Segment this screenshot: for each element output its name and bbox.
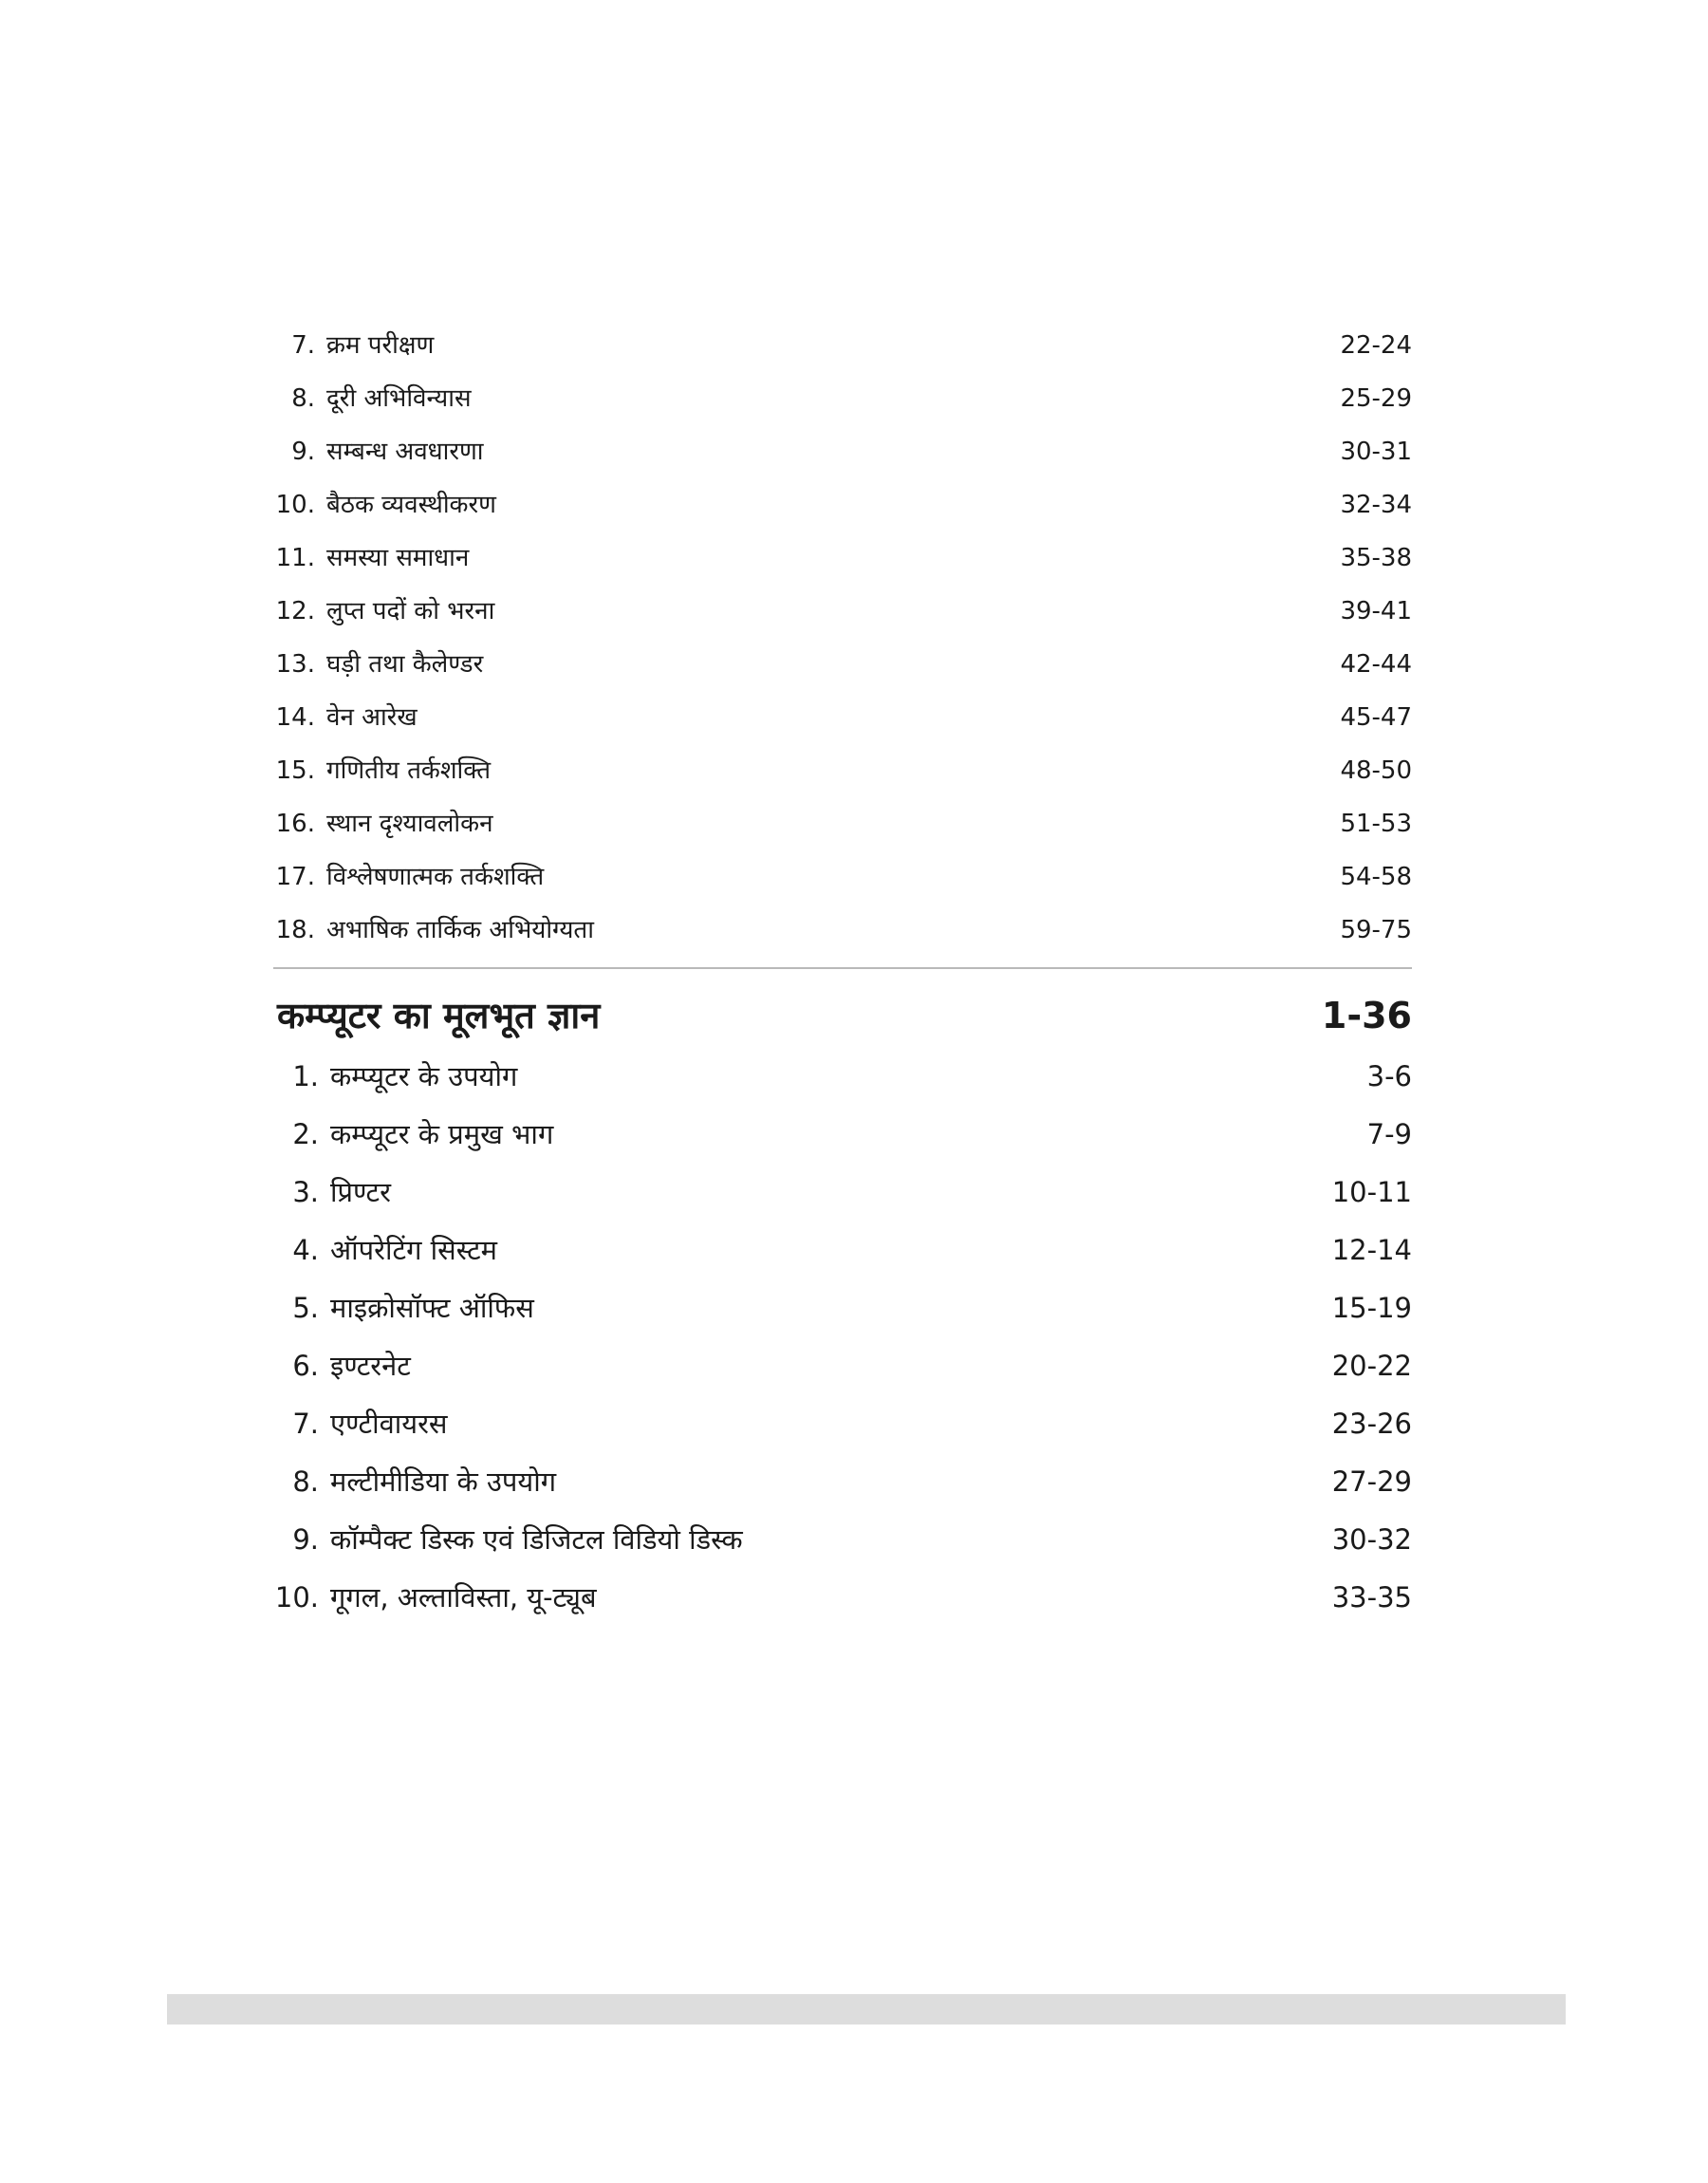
- entry-page-range: 7-9: [1366, 1118, 1412, 1150]
- entry-title: दूरी अभिविन्यास: [326, 384, 472, 413]
- footer-bar: [167, 1994, 1566, 2024]
- entry-number: 9.: [292, 1523, 319, 1556]
- entry-number: 6.: [292, 1350, 319, 1382]
- entry-number: 8.: [291, 384, 315, 413]
- entry-number: 3.: [292, 1176, 319, 1208]
- toc-entry[interactable]: [273, 1395, 1412, 1453]
- toc-list-reasoning: [273, 319, 1412, 957]
- entry-title: लुप्त पदों को भरना: [326, 597, 495, 625]
- toc-entry[interactable]: [273, 904, 1412, 957]
- entry-number: 16.: [275, 810, 315, 838]
- section-heading[interactable]: [277, 987, 1412, 1044]
- toc-entry[interactable]: [273, 1048, 1412, 1106]
- entry-page-range: 30-32: [1331, 1523, 1412, 1556]
- entry-page-range: 27-29: [1331, 1465, 1412, 1498]
- entry-title: प्रिण्टर: [330, 1176, 391, 1208]
- entry-number: 7.: [291, 331, 315, 360]
- entry-page-range: 22-24: [1340, 331, 1412, 360]
- entry-title: अभाषिक तार्किक अभियोग्यता: [326, 916, 594, 944]
- toc-entry[interactable]: [273, 638, 1412, 691]
- entry-page-range: 54-58: [1340, 863, 1412, 891]
- entry-page-range: 59-75: [1340, 916, 1412, 944]
- entry-number: 11.: [275, 544, 315, 572]
- toc-entry[interactable]: [273, 1569, 1412, 1627]
- section-page-range: 1-36: [1321, 995, 1412, 1036]
- toc-entry[interactable]: [273, 585, 1412, 638]
- entry-page-range: 3-6: [1366, 1060, 1412, 1092]
- entry-number: 15.: [275, 756, 315, 785]
- toc-entry[interactable]: [273, 797, 1412, 850]
- entry-title: माइक्रोसॉफ्ट ऑफिस: [330, 1292, 534, 1324]
- entry-number: 14.: [275, 703, 315, 732]
- toc-entry[interactable]: [273, 1511, 1412, 1569]
- entry-page-range: 48-50: [1340, 756, 1412, 785]
- toc-entry[interactable]: [273, 1453, 1412, 1511]
- entry-title: गणितीय तर्कशक्ति: [326, 756, 492, 785]
- entry-number: 8.: [292, 1465, 319, 1498]
- entry-title: विश्लेषणात्मक तर्कशक्ति: [326, 863, 545, 891]
- entry-page-range: 39-41: [1340, 597, 1412, 625]
- entry-title: क्रम परीक्षण: [326, 331, 435, 360]
- entry-page-range: 15-19: [1331, 1292, 1412, 1324]
- entry-page-range: 20-22: [1331, 1350, 1412, 1382]
- entry-number: 18.: [275, 916, 315, 944]
- entry-page-range: 45-47: [1340, 703, 1412, 732]
- toc-entry[interactable]: [273, 744, 1412, 797]
- entry-page-range: 10-11: [1331, 1176, 1412, 1208]
- entry-number: 4.: [292, 1234, 319, 1266]
- entry-number: 10.: [275, 491, 315, 519]
- entry-number: 9.: [291, 438, 315, 466]
- entry-number: 5.: [292, 1292, 319, 1324]
- entry-page-range: 32-34: [1340, 491, 1412, 519]
- entry-page-range: 35-38: [1340, 544, 1412, 572]
- entry-page-range: 51-53: [1340, 810, 1412, 838]
- toc-entry[interactable]: [273, 319, 1412, 372]
- toc-entry[interactable]: [273, 1337, 1412, 1395]
- toc-entry[interactable]: [273, 478, 1412, 532]
- entry-title: इण्टरनेट: [330, 1350, 411, 1382]
- toc-entry[interactable]: [273, 1222, 1412, 1279]
- entry-title: एण्टीवायरस: [330, 1408, 448, 1440]
- toc-entry[interactable]: [273, 1279, 1412, 1337]
- toc-entry[interactable]: [273, 691, 1412, 744]
- entry-page-range: 25-29: [1340, 384, 1412, 413]
- entry-number: 12.: [275, 597, 315, 625]
- toc-entry[interactable]: [273, 532, 1412, 585]
- entry-number: 10.: [274, 1581, 319, 1614]
- entry-title: कम्प्यूटर के उपयोग: [330, 1060, 518, 1092]
- toc-entry[interactable]: [273, 1164, 1412, 1222]
- entry-title: घड़ी तथा कैलेण्डर: [326, 650, 484, 679]
- entry-title: ऑपरेटिंग सिस्टम: [330, 1234, 498, 1266]
- toc-entry[interactable]: [273, 372, 1412, 425]
- entry-title: बैठक व्यवस्थीकरण: [326, 491, 496, 519]
- toc-list-computer: [273, 1048, 1412, 1627]
- entry-number: 1.: [292, 1060, 319, 1092]
- entry-number: 13.: [275, 650, 315, 679]
- entry-number: 7.: [292, 1408, 319, 1440]
- entry-title: स्थान दृश्यावलोकन: [326, 810, 493, 838]
- entry-title: समस्या समाधान: [326, 544, 470, 572]
- toc-entry[interactable]: [273, 850, 1412, 904]
- entry-page-range: 12-14: [1331, 1234, 1412, 1266]
- toc-entry[interactable]: [273, 1106, 1412, 1164]
- entry-title: कम्प्यूटर के प्रमुख भाग: [330, 1118, 554, 1150]
- section-title: कम्प्यूटर का मूलभूत ज्ञान: [277, 995, 601, 1036]
- entry-number: 17.: [275, 863, 315, 891]
- entry-title: वेन आरेख: [326, 703, 418, 732]
- toc-entry[interactable]: [273, 425, 1412, 478]
- entry-page-range: 23-26: [1331, 1408, 1412, 1440]
- entry-title: कॉम्पैक्ट डिस्क एवं डिजिटल विडियो डिस्क: [330, 1523, 743, 1556]
- entry-title: सम्बन्ध अवधारणा: [326, 438, 484, 466]
- entry-page-range: 30-31: [1340, 438, 1412, 466]
- entry-title: मल्टीमीडिया के उपयोग: [330, 1465, 557, 1498]
- entry-title: गूगल, अल्ताविस्ता, यू-ट्यूब: [330, 1581, 597, 1614]
- entry-page-range: 33-35: [1331, 1581, 1412, 1614]
- section-divider: [273, 967, 1412, 969]
- entry-number: 2.: [292, 1118, 319, 1150]
- entry-page-range: 42-44: [1340, 650, 1412, 679]
